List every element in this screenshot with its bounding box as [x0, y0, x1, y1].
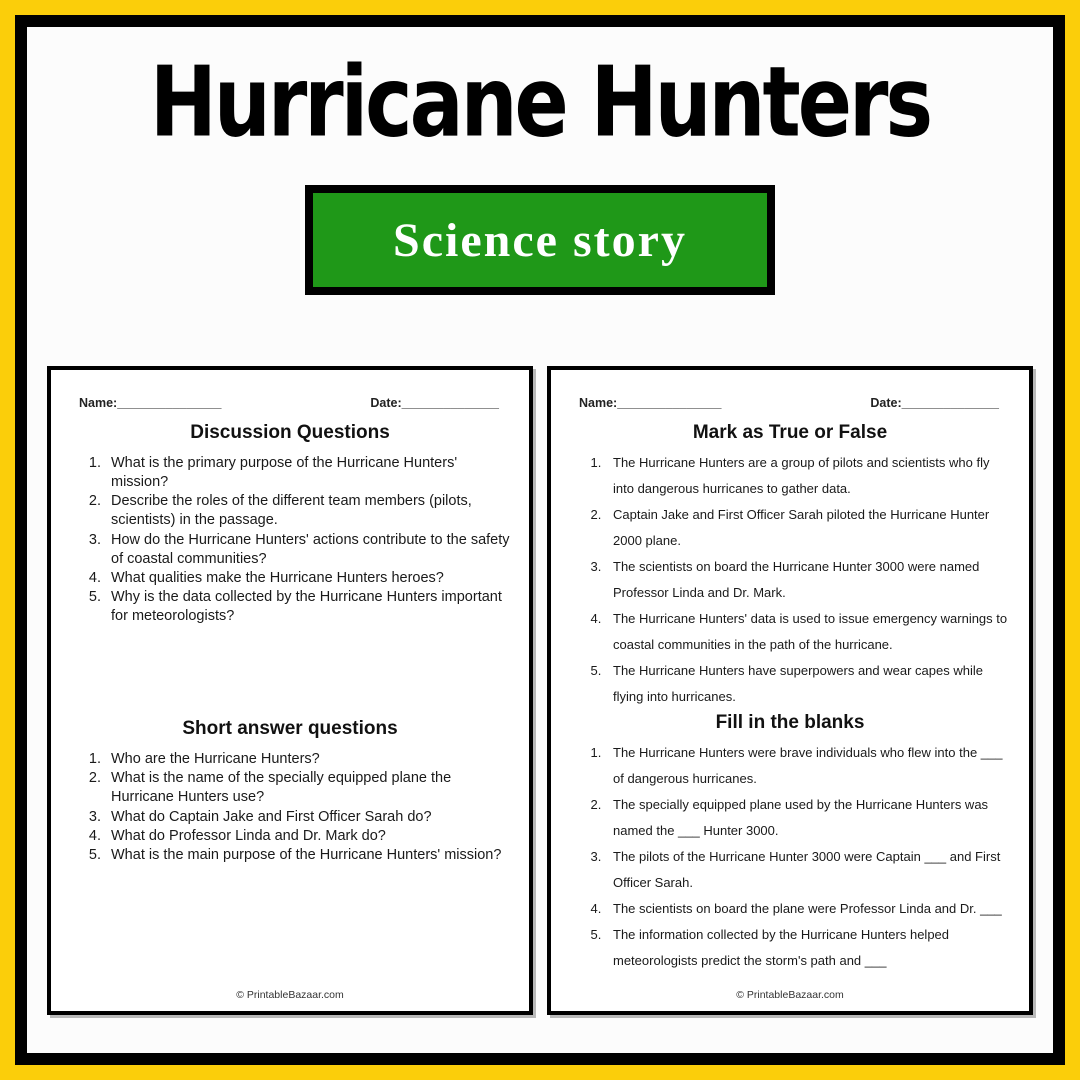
question-item: 2. The specially equipped plane used by the Hurricane Hunters was named the ___ Hunter 3000. — [605, 792, 1013, 844]
question-item: 1. The Hurricane Hunters are a group of pilots and scientists who fly into dangerous hurricanes to gather data. — [605, 450, 1013, 502]
true-false-list — [579, 450, 1013, 710]
question-item: 3. The pilots of the Hurricane Hunter 3000 were Captain ___ and First Officer Sarah. — [605, 844, 1013, 896]
question-item: 5. The information collected by the Hurricane Hunters helped meteorologists predict the storm's path and ___ — [605, 922, 1013, 974]
question-item: 3. What do Captain Jake and First Officer Sarah do? — [105, 808, 511, 827]
section-heading-fill-blanks: Fill in the blanks — [715, 712, 865, 733]
question-item: 3. The scientists on board the Hurricane Hunter 3000 were named Professor Linda and Dr. Mark. — [605, 554, 1013, 606]
section-heading-true-false: Mark as True or False — [692, 422, 888, 443]
question-item: 3. How do the Hurricane Hunters' actions contribute to the safety of coastal communities? — [105, 531, 511, 569]
copyright-footer: © PrintableBazaar.com — [736, 989, 844, 1001]
black-frame — [15, 15, 1065, 1065]
question-item: 4. The Hurricane Hunters' data is used to issue emergency warnings to coastal communities in the path of the hurricane. — [605, 606, 1013, 658]
question-item: 2. Captain Jake and First Officer Sarah piloted the Hurricane Hunter 2000 plane. — [605, 502, 1013, 554]
question-item: 5. The Hurricane Hunters have superpowers and wear capes while flying into hurricanes. — [605, 658, 1013, 710]
worksheet-pages — [27, 366, 1053, 1015]
copyright-footer: © PrintableBazaar.com — [236, 989, 344, 1001]
discussion-questions-list — [69, 454, 511, 626]
category-badge-label: Science story — [393, 213, 687, 267]
name-blank: Name:_______________ — [79, 396, 222, 410]
fill-blanks-list — [579, 740, 1013, 974]
date-blank: Date:______________ — [870, 396, 999, 410]
section-heading-discussion-questions: Discussion Questions — [190, 422, 390, 443]
question-item: 4. What do Professor Linda and Dr. Mark do? — [105, 827, 511, 846]
page-title: Hurricane Hunters — [149, 45, 931, 159]
section-heading-short-answer: Short answer questions — [182, 718, 398, 740]
short-answer-questions-list — [69, 750, 511, 865]
name-date-row — [551, 370, 1029, 410]
question-item: 5. Why is the data collected by the Hurricane Hunters important for meteorologists? — [105, 588, 511, 626]
name-date-row — [51, 370, 529, 410]
content-area — [27, 27, 1053, 1053]
question-item: 4. What qualities make the Hurricane Hunters heroes? — [105, 569, 511, 588]
worksheet-page-left — [47, 366, 533, 1015]
question-item: 4. The scientists on board the plane were Professor Linda and Dr. ___ — [605, 896, 1013, 922]
question-item: 1. The Hurricane Hunters were brave individuals who flew into the ___ of dangerous hurricanes. — [605, 740, 1013, 792]
question-item: 1. What is the primary purpose of the Hurricane Hunters' mission? — [105, 454, 511, 492]
category-badge — [305, 185, 775, 295]
question-item: 5. What is the main purpose of the Hurricane Hunters' mission? — [105, 846, 511, 865]
question-item: 2. Describe the roles of the different team members (pilots, scientists) in the passage. — [105, 492, 511, 530]
worksheet-page-right — [547, 366, 1033, 1015]
name-blank: Name:_______________ — [579, 396, 722, 410]
question-item: 2. What is the name of the specially equipped plane the Hurricane Hunters use? — [105, 769, 511, 807]
question-item: 1. Who are the Hurricane Hunters? — [105, 750, 511, 769]
date-blank: Date:______________ — [370, 396, 499, 410]
